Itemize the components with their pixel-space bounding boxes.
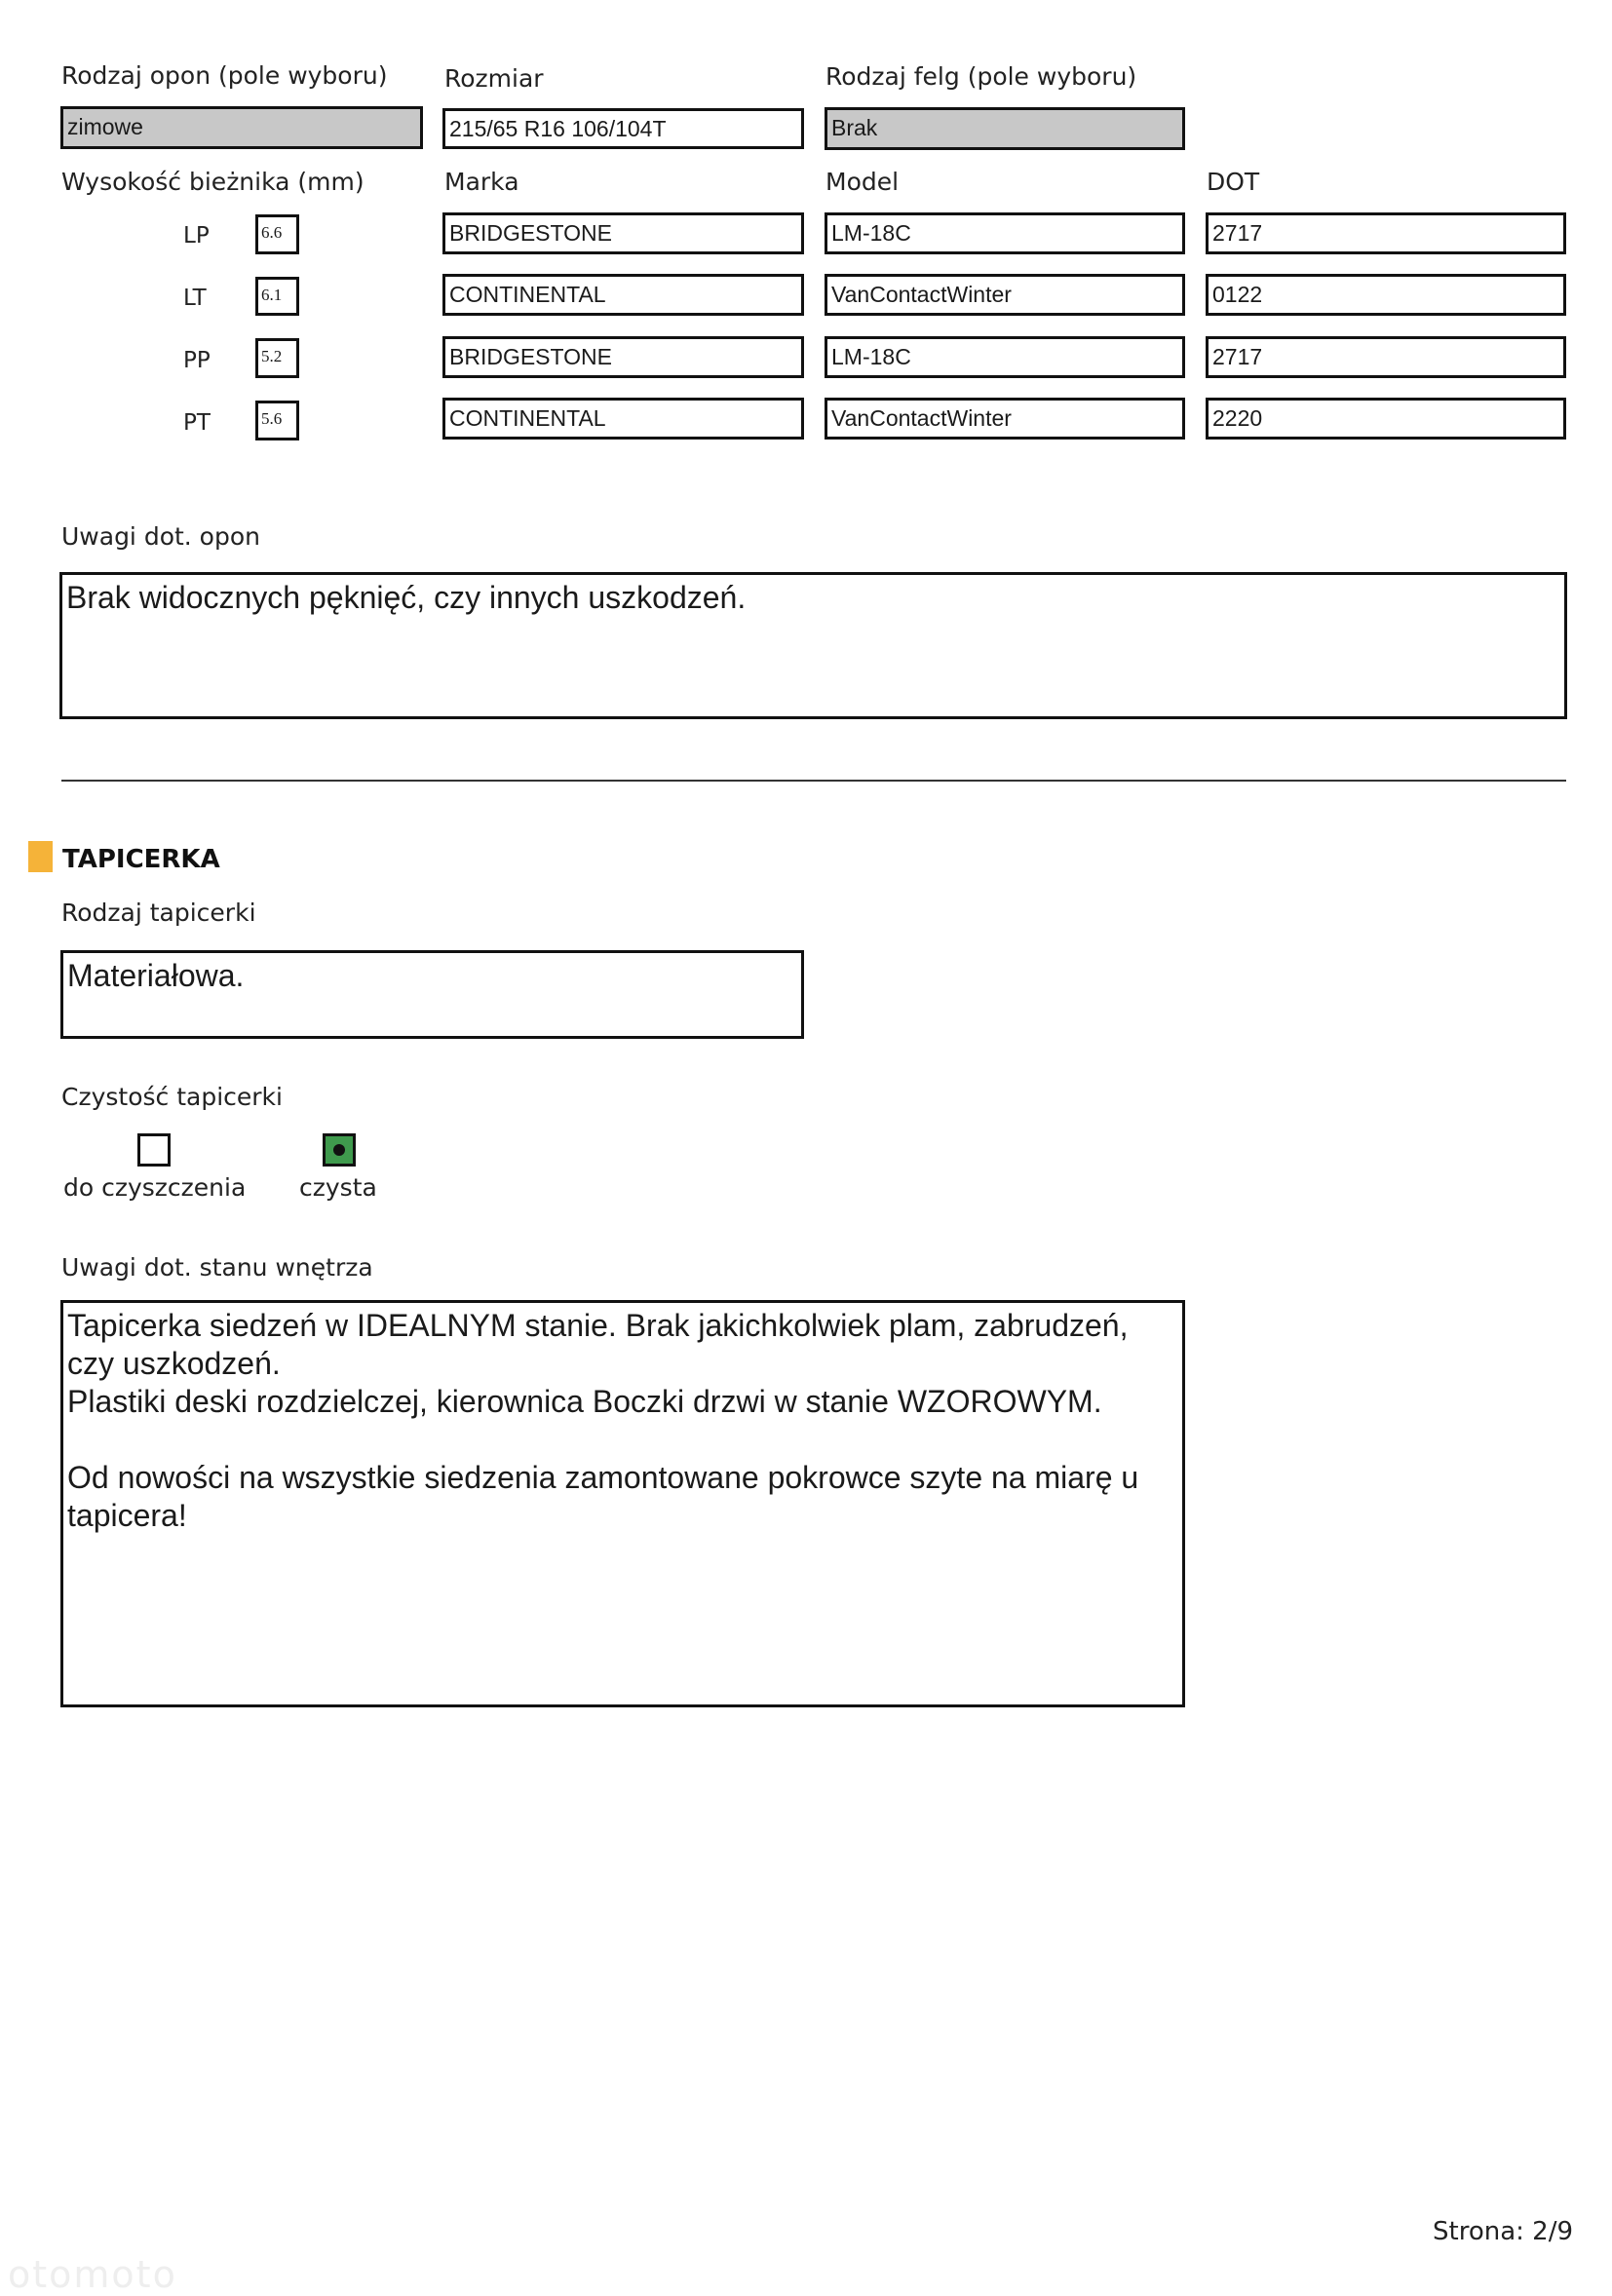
tire-brand-field[interactable]: BRIDGESTONE: [442, 336, 804, 378]
tire-position-label: PP: [183, 348, 211, 373]
tire-dot-field[interactable]: 2220: [1206, 398, 1566, 440]
rim-type-label: Rodzaj felg (pole wyboru): [825, 62, 1137, 91]
section-divider: [61, 780, 1566, 782]
option-label-clean: czysta: [299, 1173, 377, 1202]
option-label-needs-cleaning: do czyszczenia: [63, 1173, 247, 1202]
cleanliness-label: Czystość tapicerki: [61, 1083, 283, 1111]
tire-brand-field[interactable]: BRIDGESTONE: [442, 212, 804, 254]
tire-dot-field[interactable]: 2717: [1206, 212, 1566, 254]
tread-depth-field[interactable]: 6.6: [255, 214, 299, 254]
tire-dot-field[interactable]: 2717: [1206, 336, 1566, 378]
watermark-logo: otomoto: [8, 2253, 177, 2296]
checkbox-clean[interactable]: [323, 1133, 356, 1167]
tire-position-label: LP: [183, 223, 210, 249]
tire-model-field[interactable]: LM-18C: [825, 212, 1185, 254]
page-number: Strona: 2/9: [1433, 2217, 1574, 2246]
brand-label: Marka: [444, 168, 519, 196]
section-title-upholstery: TAPICERKA: [62, 845, 220, 874]
tread-depth-field[interactable]: 5.6: [255, 401, 299, 440]
rim-type-select[interactable]: Brak: [825, 107, 1185, 150]
tire-brand-field[interactable]: CONTINENTAL: [442, 274, 804, 316]
tire-type-label: Rodzaj opon (pole wyboru): [61, 61, 388, 90]
tire-notes-textarea[interactable]: Brak widocznych pęknięć, czy innych uszkodzeń.: [59, 572, 1567, 719]
dot-label: DOT: [1207, 168, 1260, 196]
model-label: Model: [825, 168, 900, 196]
tire-type-select[interactable]: zimowe: [60, 106, 423, 149]
tire-model-field[interactable]: LM-18C: [825, 336, 1185, 378]
tread-depth-label: Wysokość bieżnika (mm): [61, 168, 365, 196]
tread-depth-field[interactable]: 6.1: [255, 277, 299, 316]
tire-brand-field[interactable]: CONTINENTAL: [442, 398, 804, 440]
interior-notes-label: Uwagi dot. stanu wnętrza: [61, 1253, 373, 1282]
radio-dot-icon: [333, 1144, 345, 1156]
checkbox-needs-cleaning[interactable]: [137, 1133, 171, 1167]
tire-size-field[interactable]: 215/65 R16 106/104T: [442, 108, 804, 149]
tread-depth-field[interactable]: 5.2: [255, 338, 299, 378]
tire-model-field[interactable]: VanContactWinter: [825, 274, 1185, 316]
tire-position-label: PT: [183, 410, 211, 436]
tire-size-label: Rozmiar: [444, 64, 544, 93]
tire-model-field[interactable]: VanContactWinter: [825, 398, 1185, 440]
tire-dot-field[interactable]: 0122: [1206, 274, 1566, 316]
section-marker: [28, 841, 53, 872]
interior-notes-textarea[interactable]: Tapicerka siedzeń w IDEALNYM stanie. Brak jakichkolwiek plam, zabrudzeń, czy uszkodzeń. Plastiki deski rozdzielczej, kierownica Boczki drzwi w stanie WZOROWYM. Od nowości na wszystkie siedzenia zamontowane pokrowce szyte na miarę u tapicera!: [60, 1300, 1185, 1707]
upholstery-type-field[interactable]: Materiałowa.: [60, 950, 804, 1039]
upholstery-type-label: Rodzaj tapicerki: [61, 899, 256, 927]
tire-position-label: LT: [183, 286, 207, 311]
tire-notes-label: Uwagi dot. opon: [61, 522, 260, 551]
